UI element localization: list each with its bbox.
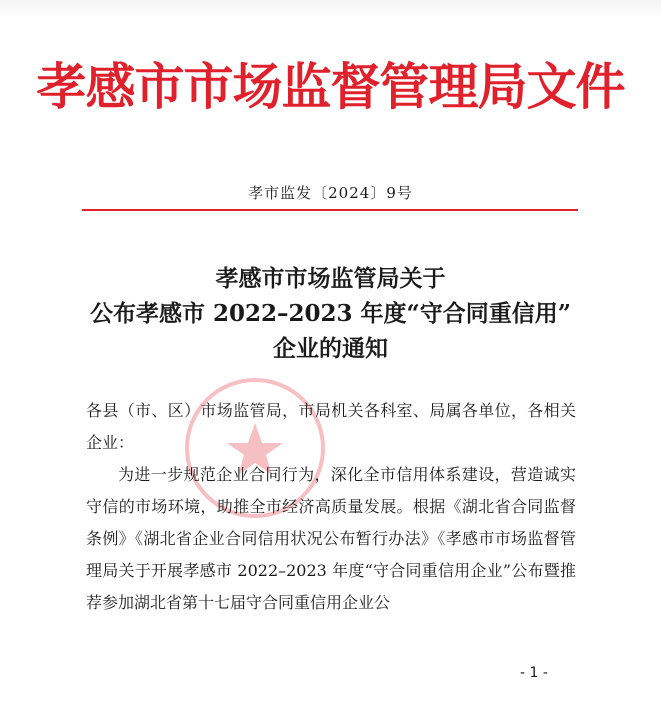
notice-body [86, 395, 576, 619]
notice-title-line-2: 公布孝感市 2022–2023 年度“守合同重信用” [89, 300, 571, 327]
scan-top-strip [0, 0, 661, 18]
notice-title [0, 261, 661, 366]
notice-title-line-3: 企业的通知 [273, 335, 388, 362]
body-paragraph-1: 为进一步规范企业合同行为，深化全市信用体系建设，营造诚实守信的市场环境，助推全市经济高质量发展。根据《湖北省合同监督条例》《湖北省企业合同信用状况公布暂行办法》《孝感市市场监督管理局关于开展孝感市 2022–2023 年度“守合同重信用企业”公布暨推荐参加湖北省第十七届守合同重信用企业公 [86, 465, 576, 612]
document-number: 孝市监发〔2024〕9号 [248, 184, 413, 202]
page-number: - 1 - [520, 665, 548, 681]
header-divider [82, 209, 578, 211]
document-header-title: 孝感市市场监督管理局文件 [36, 57, 625, 116]
salutation-paragraph: 各县（市、区）市场监管局，市局机关各科室、局属各单位，各相关企业： [86, 401, 576, 452]
notice-title-line-1: 孝感市市场监管局关于 [215, 265, 446, 292]
